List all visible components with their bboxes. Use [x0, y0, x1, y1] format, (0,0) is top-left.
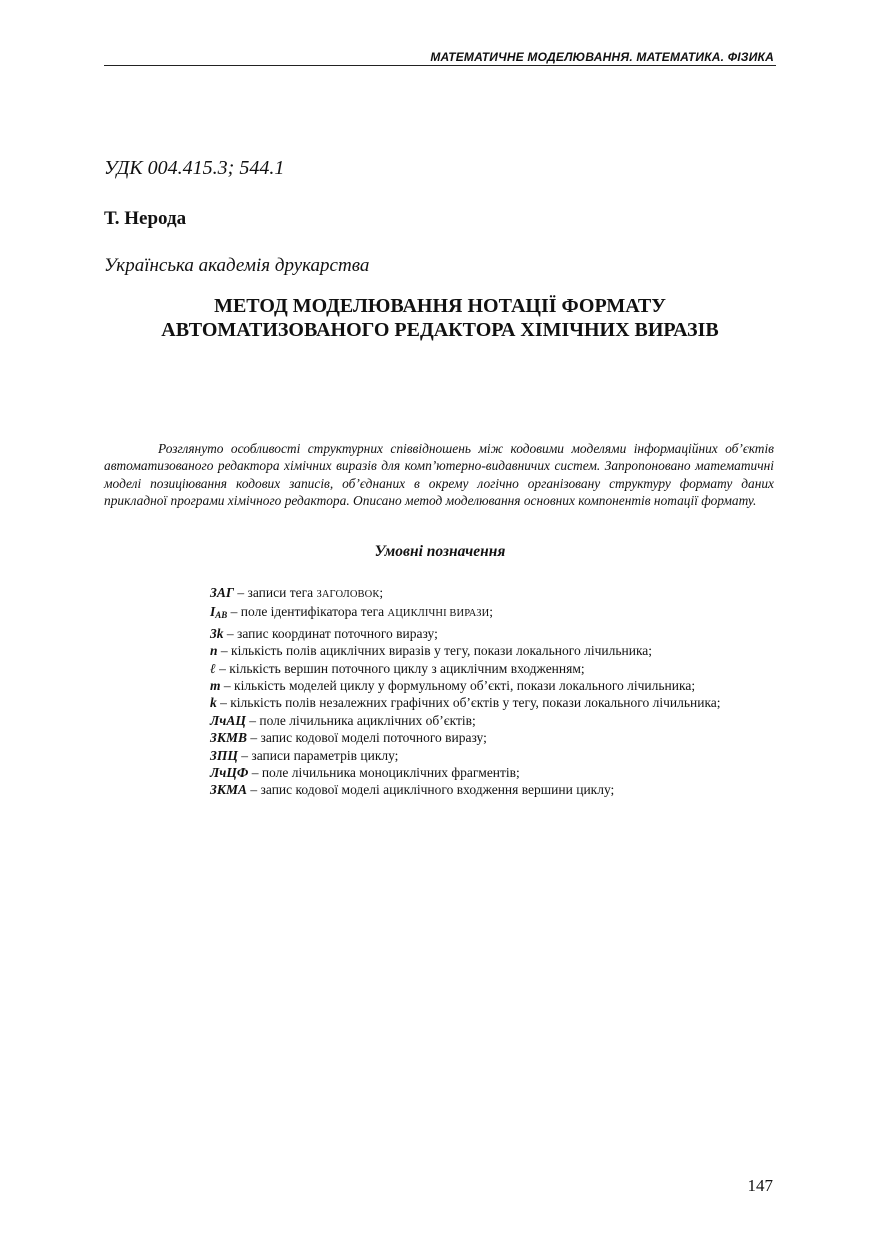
notation-symbol: 3k — [210, 625, 224, 641]
notation-list — [210, 584, 760, 799]
notation-separator: – — [220, 678, 235, 694]
notation-symbol: k — [210, 695, 217, 711]
notation-separator: – — [248, 765, 262, 781]
notation-smallcaps: ЗАГОЛОВОК — [316, 589, 380, 600]
notation-item — [210, 677, 760, 694]
notation-separator: – — [245, 712, 260, 728]
header-rule — [104, 65, 776, 66]
notation-separator: – — [216, 695, 231, 711]
notation-item — [210, 729, 760, 746]
notation-symbol: ЛчАЦ — [210, 712, 246, 728]
notation-separator: – — [237, 747, 252, 763]
notation-symbol: m — [210, 678, 221, 694]
notation-item — [210, 660, 760, 677]
abstract: Розглянуто особливості структурних співвідношень між кодовими моделями інформаційних об’єктів автоматизованого редактора хімічних виразів для комп’ютерно-видавничих систем. Запропоновано математичні моделі позиціювання кодових записів, об’єднаних в окрему логічно організовану структуру формату даних прикладної програми хімічного редактора. Описано метод моделювання основних компонентів нотації формату. — [104, 441, 774, 509]
notation-smallcaps: АЦИКЛІЧНІ ВИРАЗИ — [387, 608, 490, 620]
notation-symbol: n — [210, 643, 218, 659]
paper-title-line-1: МЕТОД МОДЕЛЮВАННЯ НОТАЦІЇ ФОРМАТУ — [214, 295, 666, 317]
notation-item — [210, 764, 760, 781]
notation-item — [210, 712, 760, 729]
notation-symbol: ЗПЦ — [210, 747, 238, 763]
notation-description: кількість полів ациклічних виразів у тегу, покази локального лічильника; — [231, 643, 653, 659]
notation-tail: ; — [379, 585, 384, 600]
notation-item — [210, 694, 760, 711]
notation-description: поле лічильника моноциклічних фрагментів; — [261, 765, 520, 781]
notation-description: записи тега — [247, 585, 317, 600]
notation-item — [210, 747, 760, 764]
notation-description: запис кодової моделі ациклічного входження вершини циклу; — [260, 782, 615, 798]
notation-description: кількість полів незалежних графічних об’єктів у тегу, покази локального лічильника; — [230, 695, 721, 711]
notation-description: поле лічильника ациклічних об’єктів; — [259, 712, 476, 728]
notation-description: записи параметрів циклу; — [251, 747, 399, 763]
notation-heading: Умовні позначення — [374, 543, 506, 560]
paper-title-line-2: АВТОМАТИЗОВАНОГО РЕДАКТОРА ХІМІЧНИХ ВИРАЗІВ — [161, 319, 719, 341]
notation-item — [210, 781, 760, 798]
notation-separator: – — [223, 625, 237, 641]
running-head: МАТЕМАТИЧНЕ МОДЕЛЮВАННЯ. МАТЕМАТИКА. ФІЗИКА — [430, 50, 774, 64]
notation-description: поле ідентифікатора тега — [240, 604, 388, 620]
notation-symbol: I — [210, 604, 216, 620]
udk-code: УДК 004.415.3; 544.1 — [104, 157, 285, 179]
notation-symbol: ℓ — [210, 660, 216, 676]
notation-symbol: ЛчЦФ — [210, 765, 249, 781]
paper-title — [104, 294, 776, 342]
notation-description: кількість моделей циклу у формульному об’єкті, покази локального лічильника; — [234, 678, 696, 694]
notation-description: запис кодової моделі поточного виразу; — [260, 730, 487, 746]
notation-item — [210, 642, 760, 659]
notation-symbol: ЗКМВ — [210, 730, 248, 746]
notation-item — [210, 625, 760, 642]
notation-separator: – — [215, 660, 230, 676]
notation-separator: – — [234, 585, 248, 600]
page-number: 147 — [747, 1176, 773, 1195]
notation-symbol: ЗАГ — [210, 585, 235, 600]
notation-subscript: AB — [215, 610, 228, 621]
notation-tail: ; — [489, 604, 494, 620]
notation-description: кількість вершин поточного циклу з ациклічним входженням; — [229, 660, 585, 676]
notation-item — [210, 584, 760, 603]
notation-item — [210, 603, 760, 624]
author-affiliation: Українська академія друкарства — [104, 255, 370, 276]
notation-symbol: ЗКМА — [210, 782, 248, 798]
notation-separator: – — [247, 782, 261, 798]
notation-separator: – — [217, 643, 232, 659]
notation-separator: – — [247, 730, 261, 746]
author-name: Т. Нерода — [104, 208, 187, 229]
notation-description: запис координат поточного виразу; — [237, 625, 438, 641]
notation-separator: – — [227, 604, 241, 620]
